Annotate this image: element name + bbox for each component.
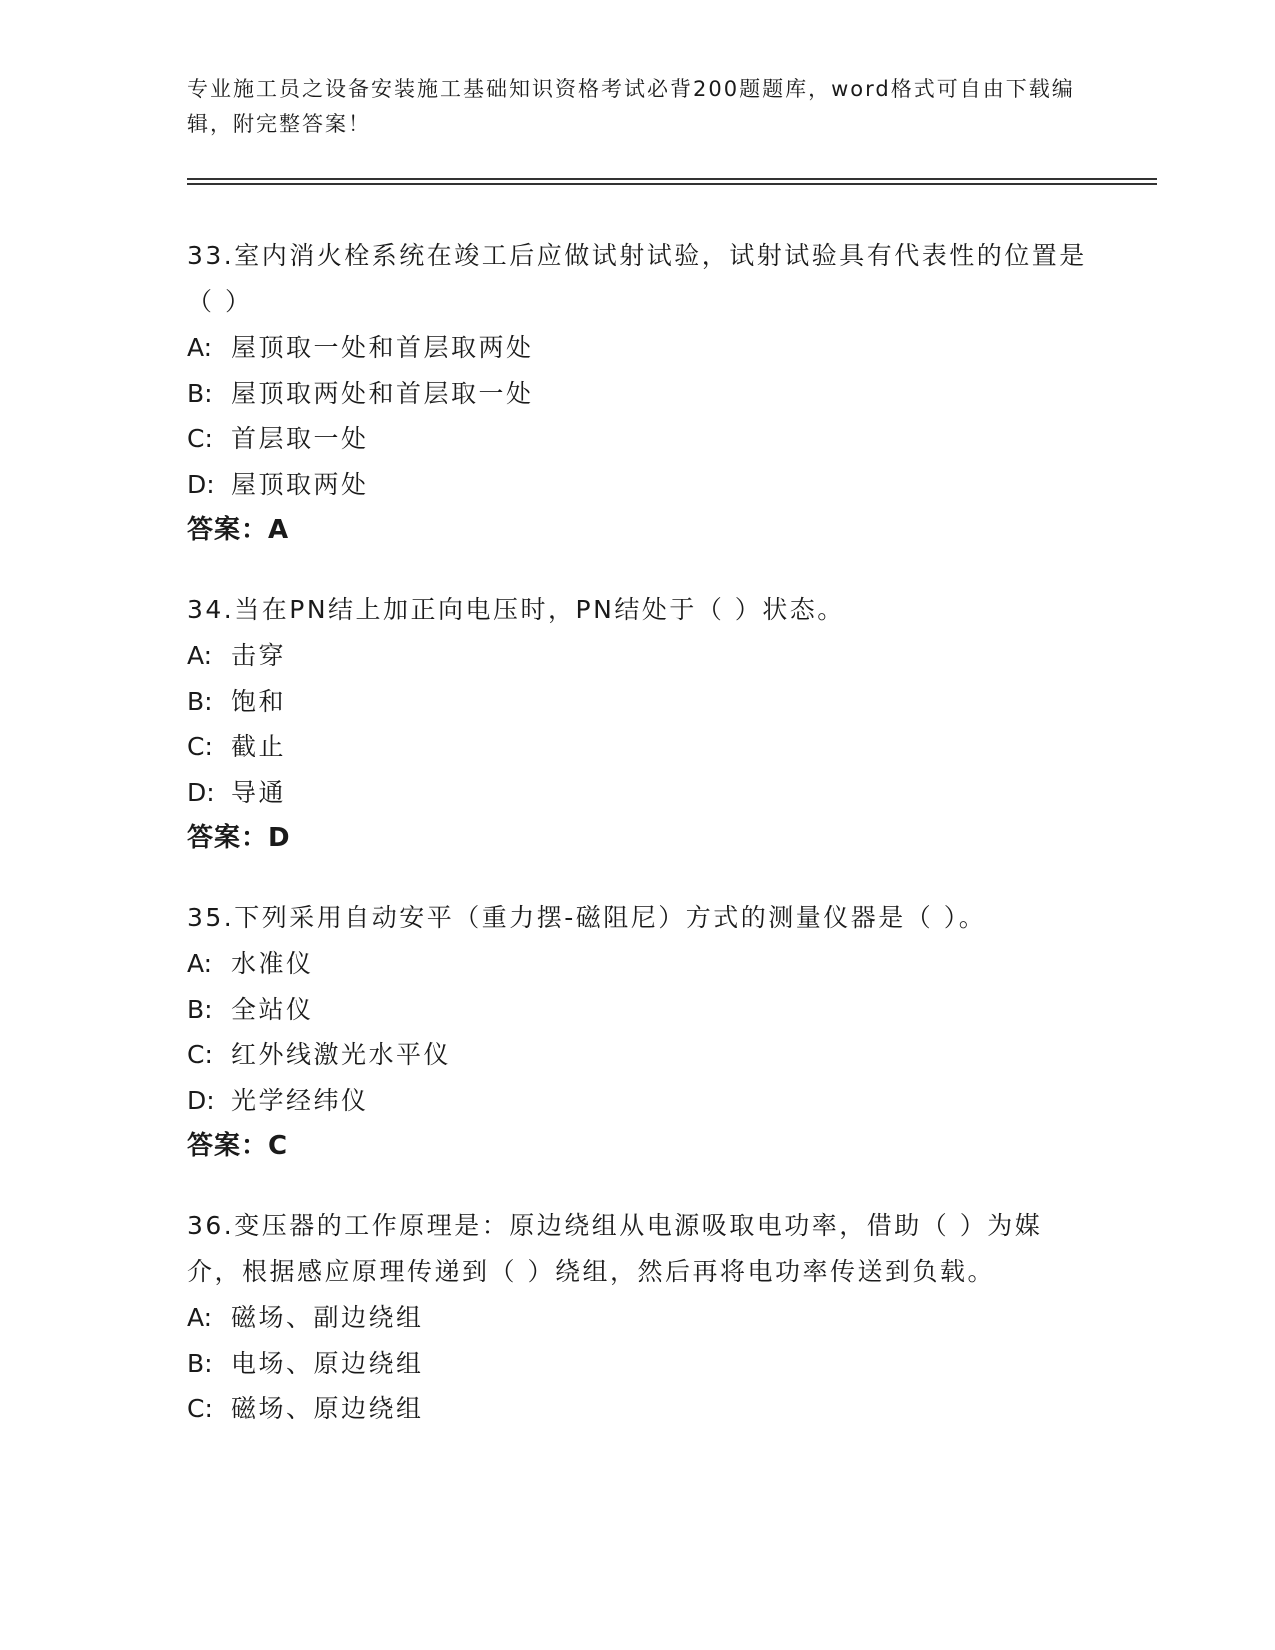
option-text: 屋顶取两处 xyxy=(231,469,369,499)
option-key: B: xyxy=(187,378,213,408)
option-c xyxy=(187,416,1087,462)
option-text: 水准仪 xyxy=(231,949,314,978)
option-a xyxy=(187,633,1087,679)
question-35 xyxy=(187,895,1087,1169)
option-a xyxy=(187,941,1087,987)
option-key: D: xyxy=(187,777,215,807)
option-key: B: xyxy=(187,686,213,716)
option-key: B: xyxy=(187,994,213,1024)
answer-label: 答案：D xyxy=(187,823,291,853)
option-text: 光学经纬仪 xyxy=(231,1085,369,1115)
question-36 xyxy=(187,1203,1087,1432)
option-key: B: xyxy=(187,1348,213,1378)
option-text: 击穿 xyxy=(231,641,287,670)
option-text: 屋顶取两处和首层取一处 xyxy=(231,378,534,408)
option-key: C: xyxy=(187,732,213,761)
option-a xyxy=(187,1295,1087,1341)
question-34 xyxy=(187,587,1087,861)
option-text: 截止 xyxy=(231,732,287,761)
answer-label: 答案：C xyxy=(187,1131,289,1161)
question-stem: 36.变压器的工作原理是：原边绕组从电源吸取电功率，借助（ ）为媒介，根据感应原理传递到（ ）绕组，然后再将电功率传送到负载。 xyxy=(187,1211,1043,1286)
question-stem: 33.室内消火栓系统在竣工后应做试射试验，试射试验具有代表性的位置是（ ） xyxy=(187,241,1087,316)
option-c xyxy=(187,1032,1087,1078)
option-a xyxy=(187,325,1087,371)
question-33 xyxy=(187,233,1087,553)
option-c xyxy=(187,1386,1087,1432)
document-header xyxy=(187,72,1087,142)
option-key: A: xyxy=(187,333,213,362)
question-stem: 34.当在PN结上加正向电压时，PN结处于（ ）状态。 xyxy=(187,595,845,624)
option-text: 导通 xyxy=(231,777,287,807)
option-b xyxy=(187,987,1087,1033)
option-b xyxy=(187,679,1087,725)
option-key: A: xyxy=(187,641,213,670)
option-text: 首层取一处 xyxy=(231,424,369,453)
header-divider-bottom xyxy=(187,183,1157,185)
option-text: 屋顶取一处和首层取两处 xyxy=(231,333,534,362)
question-stem: 35.下列采用自动安平（重力摆-磁阻尼）方式的测量仪器是（ ）。 xyxy=(187,903,987,932)
option-text: 磁场、原边绕组 xyxy=(231,1394,424,1423)
option-text: 电场、原边绕组 xyxy=(231,1348,424,1378)
option-text: 磁场、副边绕组 xyxy=(231,1303,424,1332)
option-key: C: xyxy=(187,1394,213,1423)
option-text: 全站仪 xyxy=(231,994,314,1024)
option-key: C: xyxy=(187,1040,213,1069)
option-b xyxy=(187,371,1087,417)
header-divider-top xyxy=(187,178,1157,180)
option-b xyxy=(187,1341,1087,1387)
header-text: 专业施工员之设备安装施工基础知识资格考试必背200题题库，word格式可自由下载编辑，附完整答案！ xyxy=(187,77,1075,136)
option-key: D: xyxy=(187,1085,215,1115)
option-key: D: xyxy=(187,469,215,499)
option-d xyxy=(187,462,1087,508)
option-text: 饱和 xyxy=(231,686,287,716)
option-key: A: xyxy=(187,1303,213,1332)
option-c xyxy=(187,724,1087,770)
option-key: A: xyxy=(187,949,213,978)
answer-label: 答案：A xyxy=(187,515,290,545)
option-key: C: xyxy=(187,424,213,453)
option-d xyxy=(187,1078,1087,1124)
option-d xyxy=(187,770,1087,816)
question-list xyxy=(187,233,1087,1466)
option-text: 红外线激光水平仪 xyxy=(231,1040,452,1069)
